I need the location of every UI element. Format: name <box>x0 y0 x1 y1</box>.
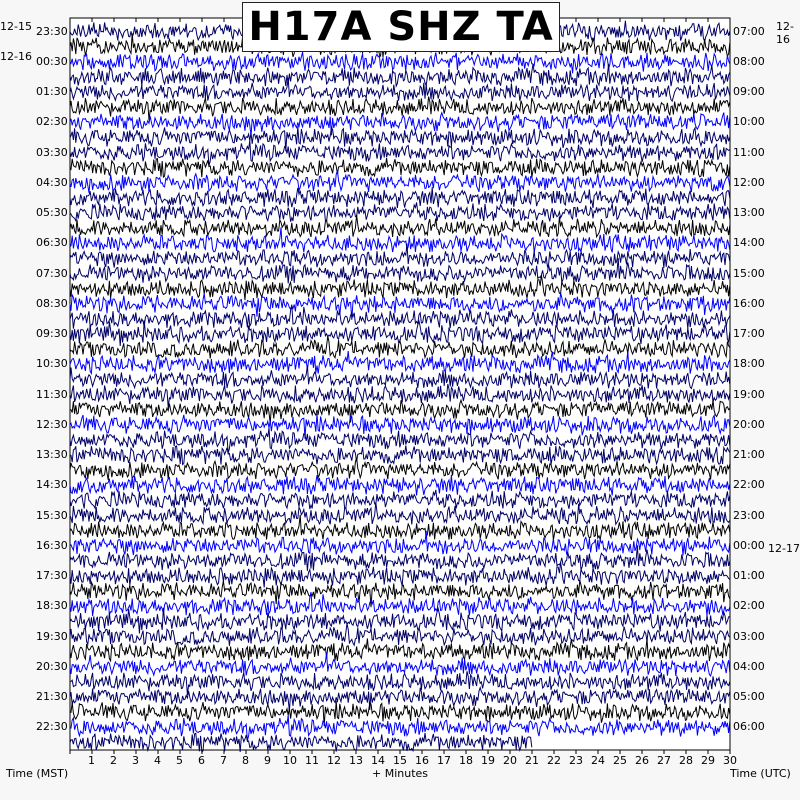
left-time-label: 22:30 <box>36 720 68 734</box>
x-tick-label: 5 <box>176 754 183 767</box>
x-tick-label: 10 <box>283 754 297 767</box>
x-tick-label: 23 <box>569 754 583 767</box>
left-time-label: 07:30 <box>36 266 68 280</box>
right-time-label: 09:00 <box>733 85 765 99</box>
right-time-label: 03:00 <box>733 629 765 643</box>
right-time-label: 20:00 <box>733 417 765 431</box>
right-time-label: 04:00 <box>733 659 765 673</box>
x-tick-label: 1 <box>88 754 95 767</box>
left-time-label: 20:30 <box>36 659 68 673</box>
right-time-label: 02:00 <box>733 599 765 613</box>
x-tick-label: 14 <box>371 754 385 767</box>
left-start-date: 12-15 <box>0 20 32 33</box>
x-tick-label: 9 <box>264 754 271 767</box>
right-time-label: 23:00 <box>733 508 765 522</box>
left-time-label: 00:30 <box>36 54 68 68</box>
left-time-label: 18:30 <box>36 599 68 613</box>
right-time-label: 17:00 <box>733 327 765 341</box>
x-tick-label: 26 <box>635 754 649 767</box>
right-time-label: 15:00 <box>733 266 765 280</box>
left-time-label: 21:30 <box>36 690 68 704</box>
left-time-label: 17:30 <box>36 569 68 583</box>
left-time-label: 14:30 <box>36 478 68 492</box>
x-tick-label: 16 <box>415 754 429 767</box>
right-time-label: 08:00 <box>733 54 765 68</box>
left-time-label: 06:30 <box>36 236 68 250</box>
left-time-label: 15:30 <box>36 508 68 522</box>
left-next-date: 12-16 <box>0 50 32 63</box>
left-time-label: 13:30 <box>36 448 68 462</box>
x-tick-label: 4 <box>154 754 161 767</box>
left-time-label: 05:30 <box>36 206 68 220</box>
x-tick-label: 15 <box>393 754 407 767</box>
left-time-label: 04:30 <box>36 175 68 189</box>
x-tick-label: 21 <box>525 754 539 767</box>
x-tick-label: 29 <box>701 754 715 767</box>
x-tick-label: 11 <box>305 754 319 767</box>
left-time-label: 23:30 <box>36 24 68 38</box>
right-time-label: 11:00 <box>733 145 765 159</box>
right-time-label: 14:00 <box>733 236 765 250</box>
station-title: H17A SHZ TA <box>242 2 560 52</box>
right-time-label: 00:00 <box>733 538 765 552</box>
x-tick-label: 19 <box>481 754 495 767</box>
right-time-label: 21:00 <box>733 448 765 462</box>
left-time-label: 16:30 <box>36 538 68 552</box>
right-time-label: 19:00 <box>733 387 765 401</box>
x-tick-label: 24 <box>591 754 605 767</box>
x-tick-label: 7 <box>220 754 227 767</box>
right-time-label: 01:00 <box>733 569 765 583</box>
right-time-label: 07:00 <box>733 24 765 38</box>
right-time-label: 05:00 <box>733 690 765 704</box>
x-tick-label: 13 <box>349 754 363 767</box>
left-time-label: 19:30 <box>36 629 68 643</box>
x-tick-label: 25 <box>613 754 627 767</box>
right-time-label: 18:00 <box>733 357 765 371</box>
right-start-date: 12-16 <box>776 20 794 46</box>
x-tick-label: 2 <box>110 754 117 767</box>
x-tick-label: 27 <box>657 754 671 767</box>
left-time-label: 02:30 <box>36 115 68 129</box>
right-time-label: 13:00 <box>733 206 765 220</box>
left-time-label: 11:30 <box>36 387 68 401</box>
right-time-label: 10:00 <box>733 115 765 129</box>
right-time-label: 06:00 <box>733 720 765 734</box>
left-axis-label: Time (MST) <box>6 767 69 780</box>
x-axis-label: + Minutes <box>372 767 429 780</box>
x-tick-label: 28 <box>679 754 693 767</box>
left-time-label: 03:30 <box>36 145 68 159</box>
x-tick-label: 8 <box>242 754 249 767</box>
x-tick-label: 6 <box>198 754 205 767</box>
right-axis-label: Time (UTC) <box>730 767 791 780</box>
x-tick-label: 30 <box>723 754 737 767</box>
left-time-label: 08:30 <box>36 296 68 310</box>
right-time-label: 16:00 <box>733 296 765 310</box>
left-time-label: 10:30 <box>36 357 68 371</box>
x-tick-label: 3 <box>132 754 139 767</box>
x-tick-label: 18 <box>459 754 473 767</box>
right-time-label: 22:00 <box>733 478 765 492</box>
plot-area <box>70 18 730 750</box>
x-tick-label: 20 <box>503 754 517 767</box>
x-tick-label: 22 <box>547 754 561 767</box>
x-tick-label: 17 <box>437 754 451 767</box>
left-time-label: 01:30 <box>36 85 68 99</box>
right-time-label: 12:00 <box>733 175 765 189</box>
right-next-date: 12-17 <box>768 542 800 555</box>
left-time-label: 12:30 <box>36 417 68 431</box>
x-tick-label: 12 <box>327 754 341 767</box>
left-time-label: 09:30 <box>36 327 68 341</box>
